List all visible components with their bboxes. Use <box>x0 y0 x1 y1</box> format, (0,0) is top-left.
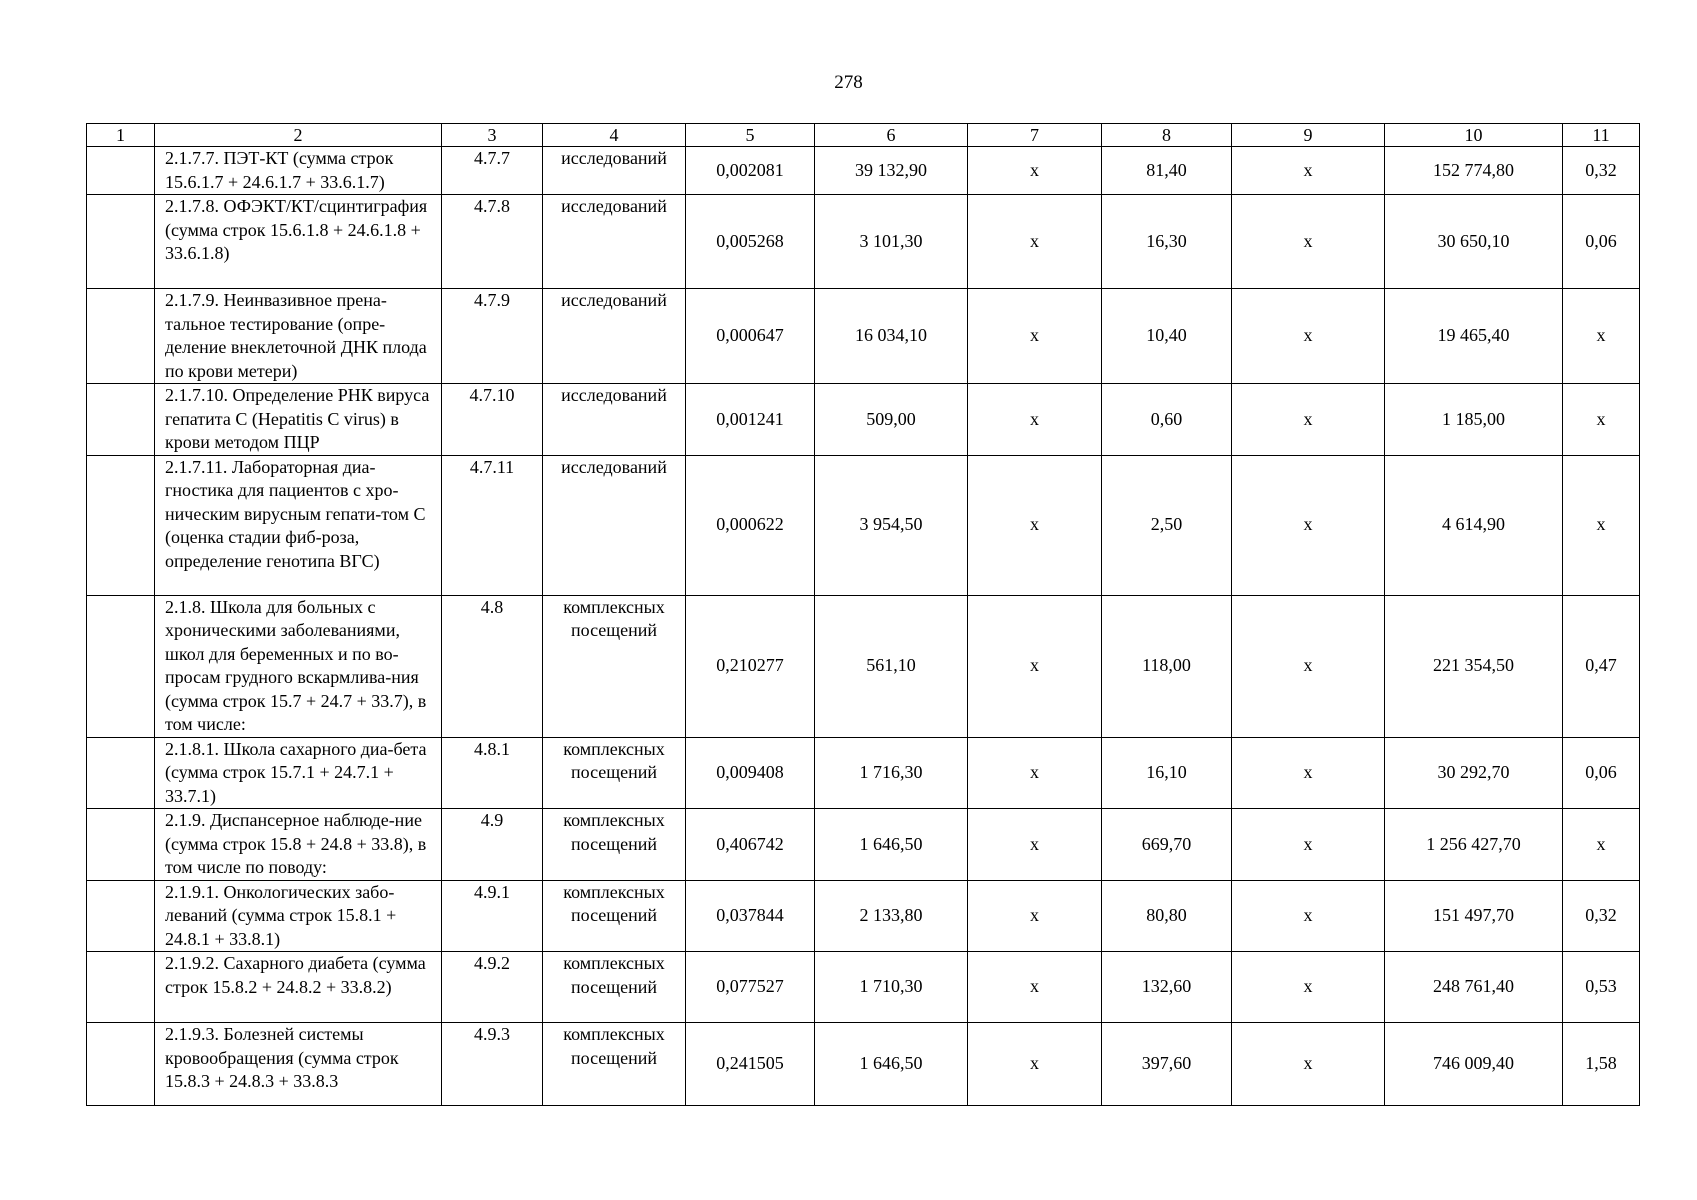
table-row <box>87 455 1640 595</box>
cell-col9: х <box>1232 195 1385 289</box>
cell-col11: 1,58 <box>1563 1023 1640 1106</box>
cell-col8: 16,10 <box>1102 737 1232 809</box>
column-header: 4 <box>543 124 686 147</box>
cell-col1 <box>87 1023 155 1106</box>
cell-col7: х <box>968 952 1102 1023</box>
cell-col11: 0,47 <box>1563 595 1640 737</box>
cell-unit: комплексных посещений <box>543 595 686 737</box>
cell-col8: 669,70 <box>1102 809 1232 881</box>
cell-col8: 10,40 <box>1102 289 1232 384</box>
cell-col6: 1 710,30 <box>815 952 968 1023</box>
cell-description: 2.1.9.3. Болезней системы кровообращения (сумма строк 15.8.3 + 24.8.3 + 33.8.3 <box>155 1023 442 1106</box>
cell-description: 2.1.7.10. Определение РНК вируса гепатита С (Hepatitis С virus) в крови методом ПЦР <box>155 384 442 456</box>
cell-unit: комплексных посещений <box>543 1023 686 1106</box>
cell-description: 2.1.7.7. ПЭТ-КТ (сумма строк 15.6.1.7 + 24.6.1.7 + 33.6.1.7) <box>155 147 442 195</box>
cell-unit: исследований <box>543 455 686 595</box>
column-header: 8 <box>1102 124 1232 147</box>
cell-line-code: 4.9.2 <box>442 952 543 1023</box>
cell-line-code: 4.9.3 <box>442 1023 543 1106</box>
column-header: 6 <box>815 124 968 147</box>
cell-unit: комплексных посещений <box>543 880 686 952</box>
cell-col6: 1 646,50 <box>815 1023 968 1106</box>
cell-col1 <box>87 809 155 881</box>
cell-col10: 152 774,80 <box>1385 147 1563 195</box>
table-row <box>87 952 1640 1023</box>
cell-col10: 30 650,10 <box>1385 195 1563 289</box>
column-header: 7 <box>968 124 1102 147</box>
cell-col7: х <box>968 384 1102 456</box>
cell-col8: 397,60 <box>1102 1023 1232 1106</box>
cell-col1 <box>87 455 155 595</box>
cell-col7: х <box>968 147 1102 195</box>
cell-description: 2.1.9.2. Сахарного диабета (сумма строк 15.8.2 + 24.8.2 + 33.8.2) <box>155 952 442 1023</box>
cell-col9: х <box>1232 455 1385 595</box>
cell-col9: х <box>1232 1023 1385 1106</box>
cell-col10: 221 354,50 <box>1385 595 1563 737</box>
cell-col1 <box>87 952 155 1023</box>
cell-col1 <box>87 880 155 952</box>
cell-col8: 0,60 <box>1102 384 1232 456</box>
cell-col6: 1 646,50 <box>815 809 968 881</box>
cell-col1 <box>87 289 155 384</box>
cell-col6: 16 034,10 <box>815 289 968 384</box>
cell-description: 2.1.7.11. Лабораторная диа-гностика для пациентов с хро-ническим вирусным гепати-том С (оценка стадии фиб-роза, определение генотипа ВГС) <box>155 455 442 595</box>
table-header-row <box>87 124 1640 147</box>
column-header: 11 <box>1563 124 1640 147</box>
cell-description: 2.1.9. Диспансерное наблюде-ние (сумма строк 15.8 + 24.8 + 33.8), в том числе по поводу: <box>155 809 442 881</box>
cell-description: 2.1.8.1. Школа сахарного диа-бета (сумма строк 15.7.1 + 24.7.1 + 33.7.1) <box>155 737 442 809</box>
cell-col7: х <box>968 195 1102 289</box>
cell-col11: х <box>1563 384 1640 456</box>
table-row <box>87 289 1640 384</box>
data-table <box>86 123 1640 1106</box>
table-row <box>87 147 1640 195</box>
cell-unit: исследований <box>543 289 686 384</box>
cell-col11: 0,32 <box>1563 147 1640 195</box>
cell-col5: 0,037844 <box>686 880 815 952</box>
cell-col7: х <box>968 809 1102 881</box>
cell-col10: 30 292,70 <box>1385 737 1563 809</box>
cell-col7: х <box>968 1023 1102 1106</box>
cell-col5: 0,000647 <box>686 289 815 384</box>
cell-col5: 0,001241 <box>686 384 815 456</box>
cell-line-code: 4.8 <box>442 595 543 737</box>
cell-col6: 561,10 <box>815 595 968 737</box>
table-row <box>87 809 1640 881</box>
cell-col10: 1 185,00 <box>1385 384 1563 456</box>
cell-description: 2.1.8. Школа для больных с хроническими заболеваниями, школ для беременных и по во-просам грудного вскармлива-ния (сумма строк 15.7 + 24.7 + 33.7), в том числе: <box>155 595 442 737</box>
cell-col10: 248 761,40 <box>1385 952 1563 1023</box>
cell-col1 <box>87 595 155 737</box>
cell-col5: 0,005268 <box>686 195 815 289</box>
column-header: 5 <box>686 124 815 147</box>
cell-col8: 80,80 <box>1102 880 1232 952</box>
cell-col11: х <box>1563 289 1640 384</box>
cell-line-code: 4.9 <box>442 809 543 881</box>
cell-col9: х <box>1232 952 1385 1023</box>
table-row <box>87 384 1640 456</box>
cell-col1 <box>87 147 155 195</box>
cell-col7: х <box>968 289 1102 384</box>
column-header: 10 <box>1385 124 1563 147</box>
table-row <box>87 737 1640 809</box>
cell-col6: 39 132,90 <box>815 147 968 195</box>
cell-line-code: 4.9.1 <box>442 880 543 952</box>
cell-unit: исследований <box>543 147 686 195</box>
cell-unit: комплексных посещений <box>543 809 686 881</box>
cell-col10: 1 256 427,70 <box>1385 809 1563 881</box>
cell-col7: х <box>968 737 1102 809</box>
cell-col9: х <box>1232 384 1385 456</box>
cell-col8: 118,00 <box>1102 595 1232 737</box>
cell-col9: х <box>1232 880 1385 952</box>
cell-col1 <box>87 195 155 289</box>
cell-col9: х <box>1232 289 1385 384</box>
cell-col5: 0,002081 <box>686 147 815 195</box>
cell-col11: х <box>1563 455 1640 595</box>
cell-col10: 4 614,90 <box>1385 455 1563 595</box>
cell-col6: 1 716,30 <box>815 737 968 809</box>
cell-unit: исследований <box>543 195 686 289</box>
table-row <box>87 880 1640 952</box>
cell-col5: 0,000622 <box>686 455 815 595</box>
cell-col9: х <box>1232 147 1385 195</box>
cell-col10: 19 465,40 <box>1385 289 1563 384</box>
cell-col7: х <box>968 595 1102 737</box>
cell-description: 2.1.9.1. Онкологических забо-леваний (сумма строк 15.8.1 + 24.8.1 + 33.8.1) <box>155 880 442 952</box>
cell-col7: х <box>968 880 1102 952</box>
cell-col11: х <box>1563 809 1640 881</box>
cell-col8: 2,50 <box>1102 455 1232 595</box>
column-header: 2 <box>155 124 442 147</box>
cell-col6: 3 101,30 <box>815 195 968 289</box>
cell-description: 2.1.7.9. Неинвазивное прена-тальное тестирование (опре-деление внеклеточной ДНК плода по крови метери) <box>155 289 442 384</box>
cell-col5: 0,210277 <box>686 595 815 737</box>
cell-col11: 0,53 <box>1563 952 1640 1023</box>
cell-col9: х <box>1232 809 1385 881</box>
cell-line-code: 4.7.9 <box>442 289 543 384</box>
cell-line-code: 4.7.7 <box>442 147 543 195</box>
cell-line-code: 4.7.10 <box>442 384 543 456</box>
cell-col5: 0,077527 <box>686 952 815 1023</box>
cell-col6: 3 954,50 <box>815 455 968 595</box>
cell-line-code: 4.7.8 <box>442 195 543 289</box>
cell-col1 <box>87 384 155 456</box>
table-row <box>87 195 1640 289</box>
cell-unit: комплексных посещений <box>543 737 686 809</box>
cell-col9: х <box>1232 737 1385 809</box>
cell-line-code: 4.8.1 <box>442 737 543 809</box>
cell-col7: х <box>968 455 1102 595</box>
cell-col8: 81,40 <box>1102 147 1232 195</box>
cell-col1 <box>87 737 155 809</box>
table-row <box>87 1023 1640 1106</box>
table-row <box>87 595 1640 737</box>
cell-col5: 0,241505 <box>686 1023 815 1106</box>
cell-col8: 132,60 <box>1102 952 1232 1023</box>
cell-col5: 0,406742 <box>686 809 815 881</box>
cell-col11: 0,06 <box>1563 195 1640 289</box>
cell-col5: 0,009408 <box>686 737 815 809</box>
cell-col10: 746 009,40 <box>1385 1023 1563 1106</box>
cell-col11: 0,32 <box>1563 880 1640 952</box>
cell-unit: исследований <box>543 384 686 456</box>
column-header: 9 <box>1232 124 1385 147</box>
cell-col8: 16,30 <box>1102 195 1232 289</box>
cell-line-code: 4.7.11 <box>442 455 543 595</box>
cell-col11: 0,06 <box>1563 737 1640 809</box>
cell-unit: комплексных посещений <box>543 952 686 1023</box>
cell-col6: 509,00 <box>815 384 968 456</box>
cell-col10: 151 497,70 <box>1385 880 1563 952</box>
column-header: 3 <box>442 124 543 147</box>
cell-col9: х <box>1232 595 1385 737</box>
column-header: 1 <box>87 124 155 147</box>
cell-description: 2.1.7.8. ОФЭКТ/КТ/сцинтиграфия (сумма строк 15.6.1.8 + 24.6.1.8 + 33.6.1.8) <box>155 195 442 289</box>
page-number: 278 <box>834 72 863 93</box>
cell-col6: 2 133,80 <box>815 880 968 952</box>
